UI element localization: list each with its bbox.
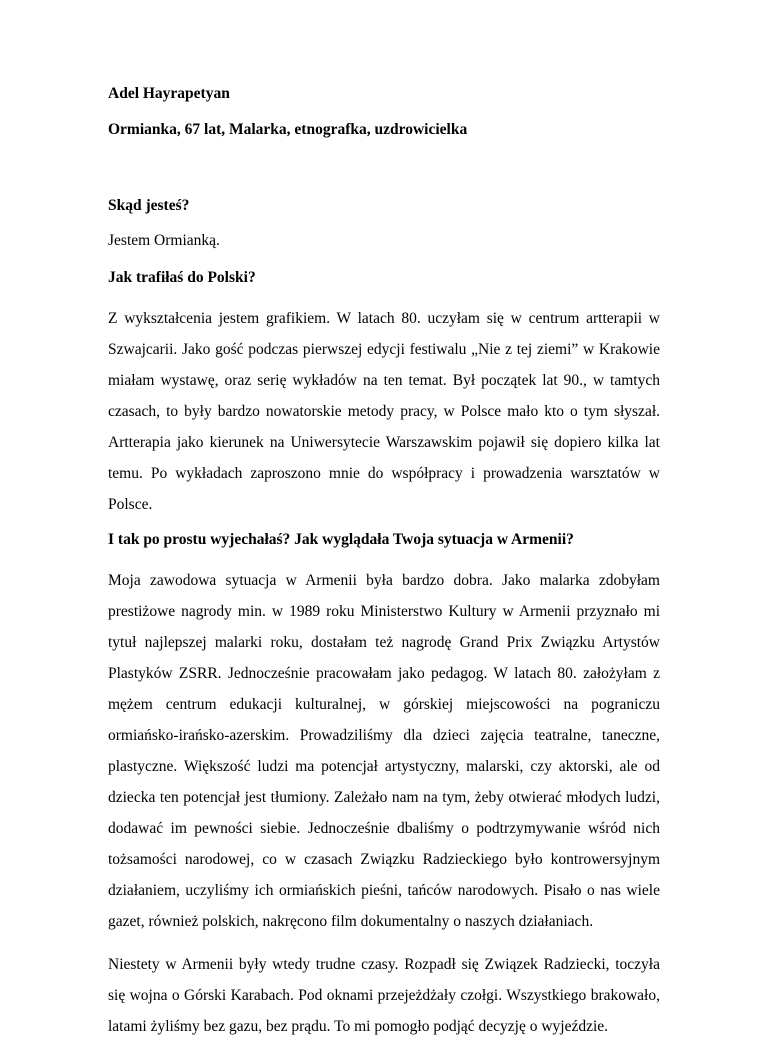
question-1: Skąd jesteś? — [108, 197, 190, 214]
answer-3-paragraph-1: Moja zawodowa sytuacja w Armenii była bardzo dobra. Jako malarka zdobyłam prestiżowe nagrody min. w 1989 roku Ministerstwo Kultury w Armenii przyznało mi tytuł najlepszej malarki roku, dostałam też nagrodę Grand Prix Związku Artystów Plastyków ZSRR. Jednocześnie pracowałam jako pedagog. W latach 80. założyłam z mężem centrum edukacji kulturalnej, w górskiej miejscowości na pograniczu ormiańsko-irańsko-azerskim. Prowadziliśmy dla dzieci zajęcia teatralne, taneczne, plastyczne. Większość ludzi ma potencjał artystyczny, malarski, czy aktorski, ale od dziecka ten potencjał jest tłumiony. Zależało nam na tym, żeby otwierać młodych ludzi, dodawać im pewności siebie. Jednocześnie dbaliśmy o podtrzymywanie wśród nich tożsamości narodowej, co w czasach Związku Radzieckiego było kontrowersyjnym działaniem, uczyliśmy ich ormiańskich pieśni, tańców narodowych. Pisało o nas wiele gazet, również polskich, nakręcono film dokumentalny o naszych działaniach. — [108, 572, 660, 930]
answer-1: Jestem Ormianką. — [108, 232, 220, 249]
question-2: Jak trafiłaś do Polski? — [108, 269, 256, 286]
answer-2: Z wykształcenia jestem grafikiem. W latach 80. uczyłam się w centrum artterapii w Szwajcarii. Jako gość podczas pierwszej edycji festiwalu „Nie z tej ziemi” w Krakowie miałam wystawę, oraz serię wykładów na ten temat. Był początek lat 90., w tamtych czasach, to były bardzo nowatorskie metody pracy, w Polsce mało kto o tym słyszał. Artterapia jako kierunek na Uniwersytecie Warszawskim pojawił się dopiero kilka lat temu. Po wykładach zaproszono mnie do współpracy i prowadzenia warsztatów w Polsce. — [108, 310, 660, 513]
answer-3-paragraph-2: Niestety w Armenii były wtedy trudne czasy. Rozpadł się Związek Radziecki, toczyła się wojna o Górski Karabach. Pod oknami przejeżdżały czołgi. Wszystkiego brakowało, latami żyliśmy bez gazu, bez prądu. To mi pomogło podjąć decyzję o wyjeździe. — [108, 956, 660, 1035]
interviewee-name: Adel Hayrapetyan — [108, 85, 230, 102]
question-3: I tak po prostu wyjechałaś? Jak wyglądała Twoja sytuacja w Armenii? — [108, 531, 574, 548]
document-page — [108, 84, 660, 1050]
interviewee-description: Ormianka, 67 lat, Malarka, etnografka, uzdrowicielka — [108, 121, 468, 138]
